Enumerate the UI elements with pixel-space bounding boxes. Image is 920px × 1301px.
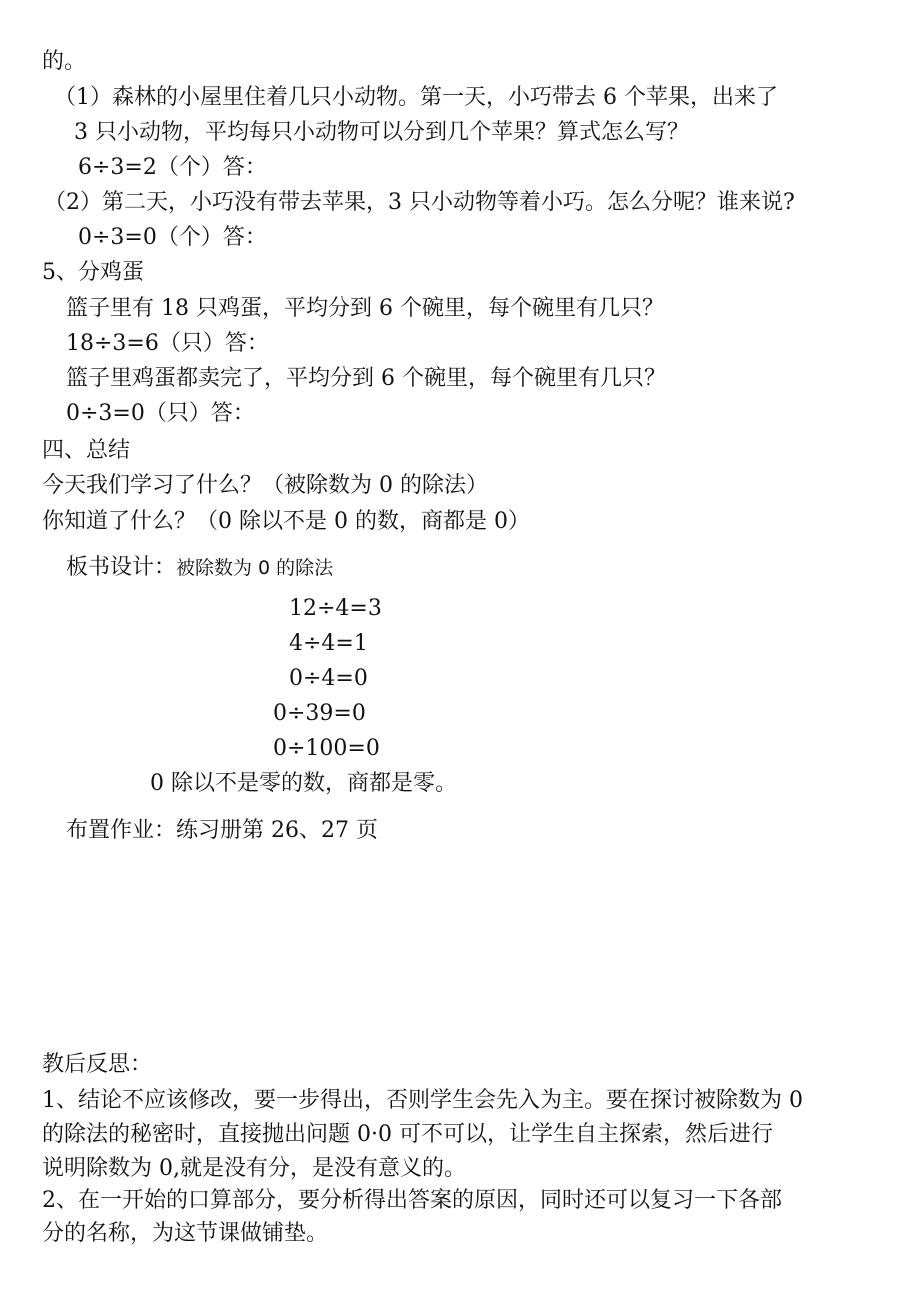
- reflection-line-3: 说明除数为 0,就是没有分，是没有意义的。: [42, 1156, 466, 1181]
- text-line: 的。: [42, 49, 87, 74]
- section-5-heading: 5、分鸡蛋: [42, 260, 144, 285]
- reflection-heading: 教后反思：: [42, 1052, 153, 1077]
- board-equation-1: 12÷4=3: [289, 596, 382, 621]
- question-2-equation: 0÷3=0（个）答：: [78, 225, 267, 250]
- board-design-title: 被除数为 0 的除法: [176, 557, 334, 579]
- board-equation-3: 0÷4=0: [289, 666, 368, 691]
- board-conclusion: 0 除以不是零的数，商都是零。: [150, 771, 457, 796]
- board-design-line: [66, 553, 333, 583]
- reflection-line-1: 1、结论不应该修改，要一步得出，否则学生会先入为主。要在探讨被除数为 0: [42, 1088, 803, 1113]
- board-equation-4: 0÷39=0: [273, 701, 366, 726]
- board-equation-2: 4÷4=1: [289, 631, 368, 656]
- reflection-line-4: 2、在一开始的口算部分，要分析得出答案的原因，同时还可以复习一下各部: [42, 1188, 782, 1213]
- summary-question-1: 今天我们学习了什么？（被除数为 0 的除法）: [42, 473, 488, 498]
- question-1-line-1: （1）森林的小屋里住着几只小动物。第一天，小巧带去 6 个苹果，出来了: [54, 85, 778, 110]
- section-5-problem-2: 篮子里鸡蛋都卖完了，平均分到 6 个碗里，每个碗里有几只？: [66, 366, 666, 391]
- question-1-equation: 6÷3=2（个）答：: [78, 155, 267, 180]
- reflection-line-5: 分的名称，为这节课做铺垫。: [42, 1221, 329, 1246]
- reflection-line-2: 的除法的秘密时，直接抛出问题 0·0 可不可以，让学生自主探索，然后进行: [42, 1122, 773, 1147]
- section-5-equation-1: 18÷3=6（只）答：: [66, 331, 269, 356]
- summary-heading: 四、总结: [42, 438, 131, 463]
- question-2-line: （2）第二天，小巧没有带去苹果，3 只小动物等着小巧。怎么分呢？谁来说?: [44, 190, 795, 215]
- question-1-line-2: 3 只小动物，平均每只小动物可以分到几个苹果？算式怎么写？: [74, 120, 689, 145]
- board-equation-5: 0÷100=0: [273, 736, 380, 761]
- summary-question-2: 你知道了什么？（0 除以不是 0 的数，商都是 0）: [42, 509, 530, 534]
- board-design-label: 板书设计：: [66, 555, 177, 580]
- section-5-problem-1: 篮子里有 18 只鸡蛋，平均分到 6 个碗里，每个碗里有几只？: [66, 296, 664, 321]
- section-5-equation-2: 0÷3=0（只）答：: [66, 401, 255, 426]
- homework-assignment: 布置作业：练习册第 26、27 页: [66, 818, 378, 843]
